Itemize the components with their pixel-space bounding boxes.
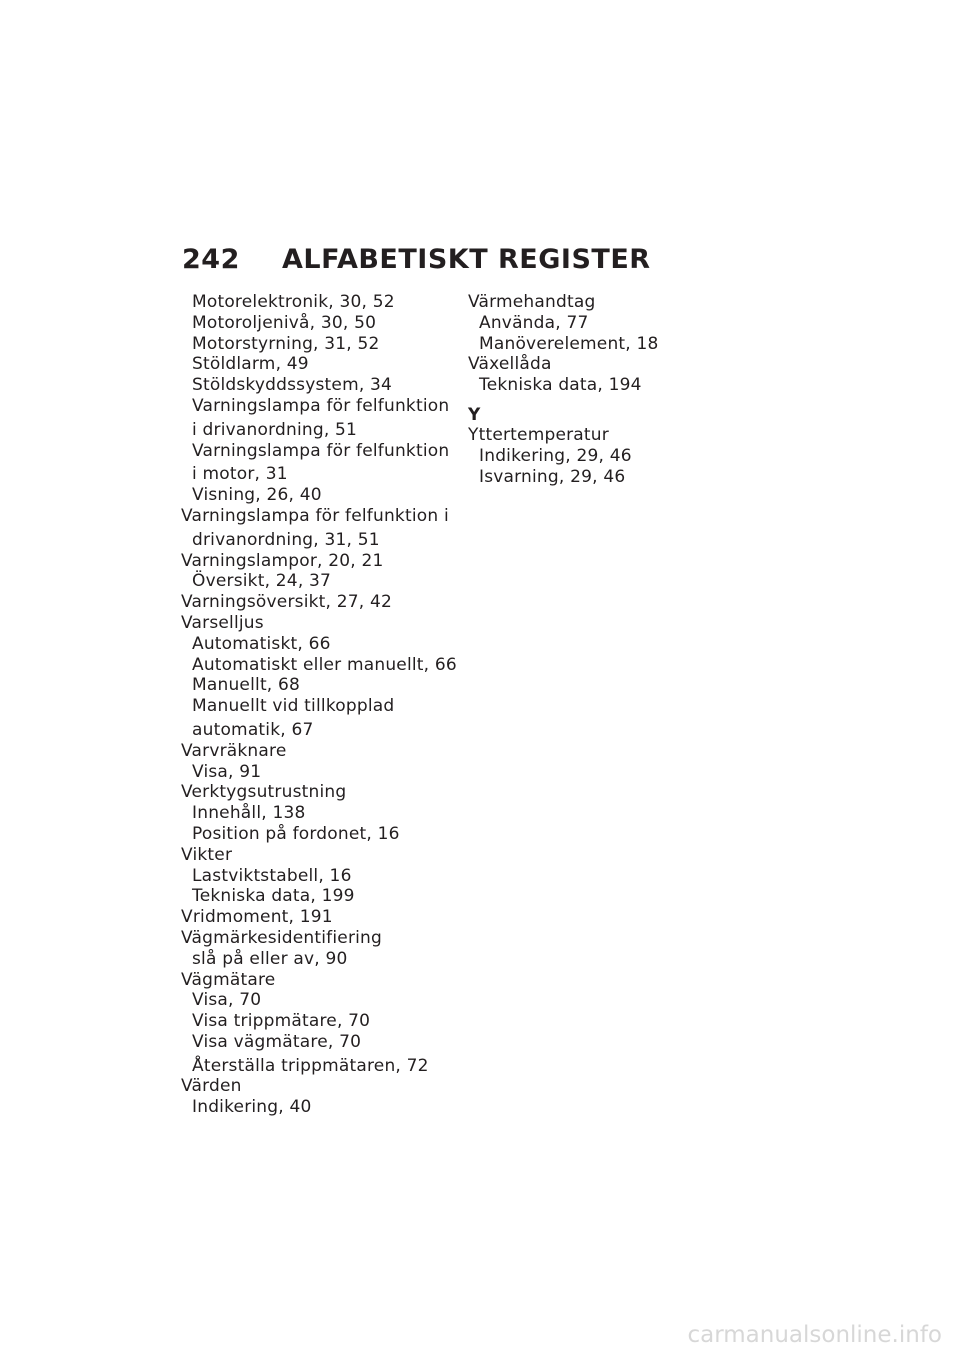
- index-letter-heading: Y: [468, 404, 481, 425]
- index-subentry: Visning, 26, 40: [192, 485, 322, 506]
- index-column-right: [468, 292, 688, 487]
- index-subentry: Visa, 91: [192, 761, 262, 782]
- index-subentry: Visa vägmätare, 70: [192, 1031, 362, 1052]
- index-subentry: Manuellt, 68: [192, 675, 301, 696]
- index-subentry: Lastviktstabell, 16: [192, 865, 352, 886]
- index-subentry: Varningslampa för felfunktion: [192, 395, 450, 416]
- index-entry: Vägmätare: [181, 969, 276, 990]
- index-subentry: Översikt, 24, 37: [192, 571, 332, 592]
- index-subentry: Motoroljenivå, 30, 50: [192, 312, 377, 333]
- index-subentry: Automatiskt eller manuellt, 66: [192, 654, 457, 675]
- index-subentry: Tekniska data, 199: [192, 886, 355, 907]
- index-entry: Verktygsutrustning: [181, 782, 347, 803]
- index-subentry: Visa, 70: [192, 990, 262, 1011]
- index-subentry: Indikering, 40: [192, 1097, 312, 1118]
- index-subentry: automatik, 67: [192, 719, 314, 740]
- index-subentry: Använda, 77: [479, 312, 589, 333]
- index-subentry: Indikering, 29, 46: [479, 445, 632, 466]
- index-subentry: slå på eller av, 90: [192, 948, 348, 969]
- index-subentry: Stöldskyddssystem, 34: [192, 375, 393, 396]
- index-column-left: [181, 292, 457, 1118]
- index-entry: Varningsöversikt, 27, 42: [181, 592, 393, 613]
- index-entry: Varningslampa för felfunktion i: [181, 505, 449, 526]
- index-subentry: Motorstyrning, 31, 52: [192, 333, 380, 354]
- page-title: ALFABETISKT REGISTER: [282, 244, 651, 275]
- page-number: 242: [182, 244, 240, 275]
- index-subentry: i motor, 31: [192, 464, 288, 485]
- index-subentry: Innehåll, 138: [192, 803, 306, 824]
- index-subentry: Varningslampa för felfunktion: [192, 440, 450, 461]
- index-entry: Växellåda: [468, 354, 552, 375]
- index-entry: Värden: [181, 1076, 242, 1097]
- index-subentry: Manöverelement, 18: [479, 333, 659, 354]
- index-subentry: drivanordning, 31, 51: [192, 529, 380, 550]
- index-subentry: Manuellt vid tillkopplad: [192, 696, 395, 717]
- index-entry: Varningslampor, 20, 21: [181, 550, 384, 571]
- index-subentry: Tekniska data, 194: [479, 375, 642, 396]
- index-subentry: i drivanordning, 51: [192, 419, 358, 440]
- index-entry: Vridmoment, 191: [181, 907, 333, 928]
- index-subentry: Isvarning, 29, 46: [479, 466, 626, 487]
- index-entry: Värmehandtag: [468, 292, 596, 312]
- index-entry: Varselljus: [181, 612, 264, 633]
- index-subentry: Stöldlarm, 49: [192, 354, 309, 375]
- index-subentry: Automatiskt, 66: [192, 633, 331, 654]
- watermark: carmanualsonline.info: [687, 1322, 942, 1348]
- index-entry: Vägmärkesidentifiering: [181, 927, 383, 948]
- index-subentry: Position på fordonet, 16: [192, 823, 400, 844]
- index-entry: Vikter: [181, 844, 233, 865]
- index-subentry: Motorelektronik, 30, 52: [192, 292, 395, 312]
- index-entry: Varvräknare: [181, 740, 287, 761]
- index-subentry: Återställa trippmätaren, 72: [192, 1055, 429, 1076]
- index-subentry: Visa trippmätare, 70: [192, 1011, 371, 1032]
- index-entry: Yttertemperatur: [468, 424, 609, 445]
- page-header: [182, 244, 651, 275]
